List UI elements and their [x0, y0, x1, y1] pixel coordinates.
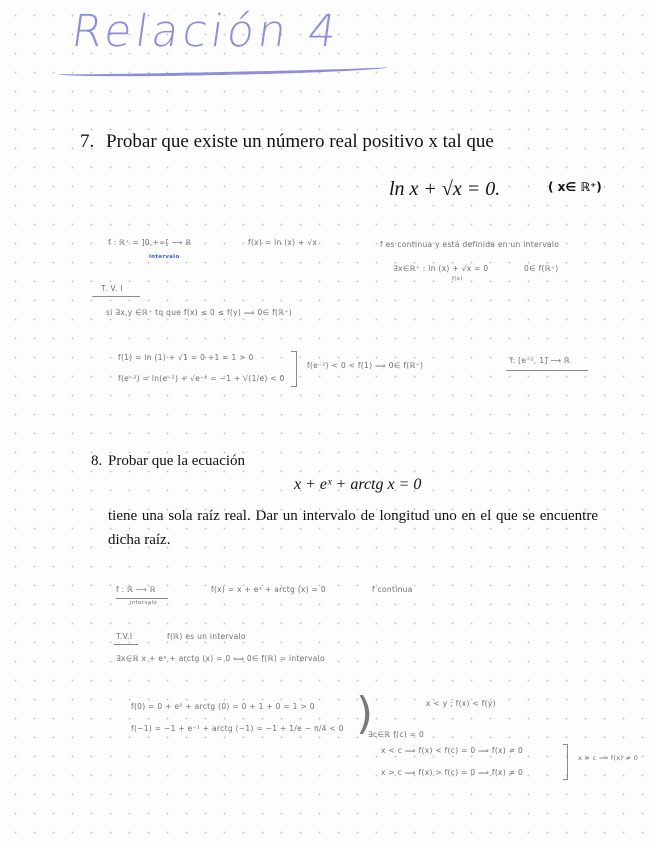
p7-note-interval-tag: intervalo [149, 254, 180, 260]
p8-note-final: x ≠ c ⟹ f(x) ≠ 0 [578, 754, 639, 762]
p8-note-exists-c: ∃c∈ℝ f(c) = 0 [368, 730, 425, 739]
p7-note-map: f : ℝ⁺ = ]0,+∞[ ⟶ ℝ [108, 238, 192, 247]
p8-note-function: f(x) = x + eˣ + arctg (x) = 0 [211, 585, 327, 594]
problem-7-domain-note: ( x∈ ℝ⁺) [548, 180, 602, 194]
p8-note-bracket [563, 744, 568, 780]
p7-note-tvi-underline [92, 296, 140, 297]
p7-note-bracket [291, 351, 297, 387]
p8-note-brace: ) [356, 688, 374, 739]
p7-note-fx-small: f(x) [452, 276, 463, 282]
p8-note-tvi-underline [114, 644, 138, 645]
p8-note-f0: f(0) = 0 + e⁰ + arctg (0) = 0 + 1 + 0 = 1 > 0 [131, 702, 315, 711]
p7-note-in-range: 0∈ f(ℝ⁺) [524, 264, 559, 273]
p7-note-conclusion: f(e⁻²) < 0 < f(1) ⟹ 0∈ f(ℝ⁺) [307, 361, 424, 370]
p8-note-map: f : ℝ ⟶ ℝ [116, 585, 157, 594]
p7-note-exists: ∃x∈ℝ⁺ : ln (x) + √x = 0 [393, 264, 489, 273]
problem-7-equation: ln x + √x = 0. [389, 178, 501, 200]
p7-note-condition: si ∃x,y ∈ℝ⁺ tq que f(x) ≤ 0 ≤ f(y) ⟹ 0∈ f(ℝ⁺) [106, 308, 293, 317]
problem-7-statement: Probar que existe un número real positivo x tal que [106, 131, 494, 152]
p7-note-function: f(x) = ln (x) + √x [248, 238, 318, 247]
p8-note-interval-tag: intervalo [130, 600, 158, 606]
p8-note-exists: ∃x∈ℝ x + eˣ + arctg (x) = 0 ⟺ 0∈ f(ℝ) = intervalo [116, 654, 325, 663]
p8-note-fm1: f(−1) = −1 + e⁻¹ + arctg (−1) = −1 + 1/e − π/4 < 0 [131, 724, 344, 733]
p7-note-tvi: T. V. I [101, 284, 123, 293]
page-title: Relación 4 [68, 6, 344, 57]
problem-7-number: 7. [80, 131, 95, 152]
p8-note-x-greater-c: x > c ⟹ f(x) > f(c) = 0 ⟹ f(x) ≠ 0 [381, 768, 524, 777]
p7-note-f1: f(1) = ln (1) + √1 = 0 +1 = 1 > 0 [118, 353, 254, 362]
title-underline [58, 63, 388, 79]
problem-8-body: tiene una sola raíz real. Dar un intervalo de longitud uno en el que se encuentre dicha raíz. [108, 508, 598, 548]
p8-note-increasing: x < y ; f(x) < f(y) [426, 699, 496, 708]
p7-note-restriction-underline [506, 370, 588, 371]
problem-8-number: 8. [91, 453, 103, 469]
problem-8-equation: x + eˣ + arctg x = 0 [294, 476, 422, 493]
p8-note-range-interval: f(ℝ) es un intervalo [167, 632, 246, 641]
p8-note-continuity: f continua [372, 585, 413, 594]
p7-note-restriction: f: [e⁻², 1] ⟶ ℝ [510, 356, 571, 365]
p8-note-map-underline [116, 598, 168, 599]
p8-note-x-less-c: x < c ⟹ f(x) < f(c) = 0 ⟹ f(x) ≠ 0 [381, 746, 524, 755]
p7-note-continuity: f es continua y está definida en un intervalo [380, 240, 560, 249]
p7-note-fe: f(e⁻²) = ln(e⁻²) + √e⁻² = −1 + √(1/e) < 0 [118, 374, 285, 383]
p8-note-tvi: T.V.I [116, 632, 133, 641]
problem-8-statement: Probar que la ecuación [108, 453, 246, 469]
